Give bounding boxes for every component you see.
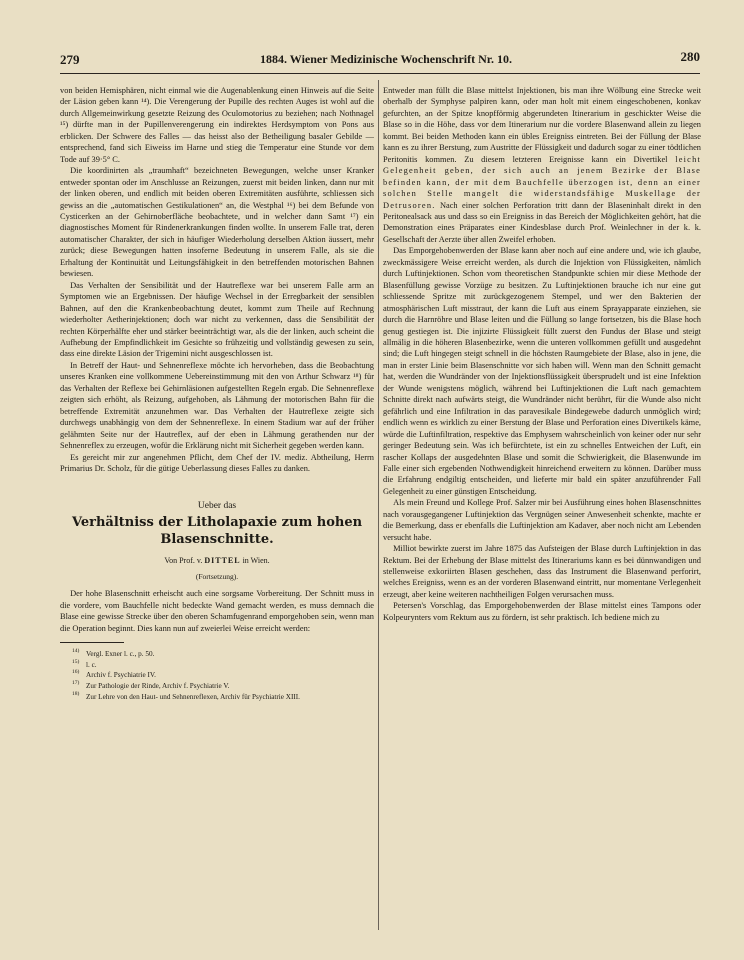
paragraph: von beiden Hemisphären, nicht einmal wie die Augenablenkung einen Hinweis auf die Seite der Läsion geben kann ¹⁴). Die Verengerung der Pupille des rechten Auges ist wohl auf die durch Allgemeinwirkung gesetzte Reizung des Oculomotorius zu beziehen; nach Nothnagel ¹⁵) dürfte man in der Pupillenverengerung ein indirektes Herdsymptom von Pons aus erblicken. Der Schwere des Falles — das heisst also der Betheiligung basaler Gebilde — entsprechend, fand sich Eiweiss im Harne und stieg die Temperatur eine Stunde vor dem Tode auf 39·5° C. — [60, 86, 374, 164]
author-name: DITTEL — [204, 556, 241, 566]
footnote — [60, 670, 374, 681]
article-title-line-1: Verhältniss der Litholapaxie zum hohen — [71, 515, 363, 531]
footnote — [60, 681, 374, 692]
footnote-text: Archiv f. Psychiatrie IV. — [86, 671, 156, 680]
header-rule — [60, 73, 700, 74]
author-prefix: Von Prof. v. — [164, 556, 203, 566]
paragraph: Es gereicht mir zur angenehmen Pflicht, dem Chef der IV. mediz. Abtheilung, Herrn Primarius Dr. Scholz, für die gütige Ueberlassung dieses Falles zu danken. — [60, 452, 374, 473]
footnote — [60, 692, 374, 703]
paragraph — [383, 85, 701, 245]
footnote-text: l. c. — [86, 660, 97, 669]
footnote-rule — [60, 642, 124, 643]
spaced-text: leicht Gelegenheit geben, der sich auch an jenem Bezirke der Blase befinden kann, der mit dem Bauchfelle überzogen ist, denn an einer solchen Stelle mangelt die widerstandsfähige Muskellage der Detrusoren. — [383, 154, 701, 210]
article-pretitle: Ueber das — [197, 501, 237, 512]
footnote — [60, 649, 374, 660]
journal-title: 1884. Wiener Medizinische Wochenschrift Nr. 10. — [260, 52, 512, 66]
footnote-text: Vergl. Exner l. c., p. 50. — [86, 650, 155, 659]
footnote-text: Zur Pathologie der Rinde, Archiv f. Psychiatrie V. — [86, 681, 230, 690]
paragraph: Die koordinirten als „traumhaft“ bezeichneten Bewegungen, welche unser Kranker entweder spontan oder im Anschlusse an Reizungen, zuerst mit beiden linken, dann nur mit der linken oberen, und endlich mit beiden oberen Extremitäten ausführte, schliessen sich gewiss an die „automatischen Gestikulationen“ an, die Westphal ¹⁶) bei dem Befunde von Cysticerken an der Gehirnoberfläche beobachtete, und in welcher dann Samt ¹⁷) ein diagnostisches Moment für Rindenerkrankungen finden wollte. In unserem Falle trat, deren automatischer Charakter, der sich in häufiger Wiederholung derselben Aktion äussert, mehr zurück; diese Bewegungen hatten insoferne Bedeutung in unserem Falle, als sie die Erhaltung der Kontinuität und Leitungsfähigkeit in den betreffenden motorischen Bahnen bewiesen. — [60, 166, 374, 279]
paragraph-part: Entweder man füllt die Blase mittelst Injektionen, bis man ihre Wölbung eine Strecke weit oberhalb der Symphyse palpiren kann, oder man holt mit einem eingeschobenen, konkav gefurchten, an der Spitze knopfförmig abgerundeten Itinerarium in geschickter Weise die Blase so in die Höhe, dass vor dem Itinerarium nur die vordere Blasenwand allein zu liegen kommt. Bei beiden Methoden kann ein übles Ereigniss eintreten. Bei der Füllung der Blase kann es zu ihrer Berstung, zum Austritte der Flüssigkeit und dadurch sogar zu einer tödtlichen Peritonitis kommen. Zu diesem letzteren Ereignisse kann ein Divertikel — [383, 86, 701, 164]
paragraph-part: Nach einer solchen Perforation tritt dann der Blaseninhalt direkt in den Peritonealsack aus und dass so ein Ereigniss in das Bereich der Möglichkeiten gehört, hat die Demonstration eines Präparates einer Kindesblase durch Prof. Weinlechner in der k. k. Gesellschaft der Aerzte über allen Zweifel erhoben. — [383, 200, 701, 244]
footnote-number: 14) — [72, 648, 80, 655]
paragraph: Das Emporgehobenwerden der Blase kann aber noch auf eine andere und, wie ich glaube, zweckmässigere Weise erreicht werden, als durch die Injektion von Flüssigkeiten, nämlich durch Luftinjektionen. Schon vom theoretischen Standpunkte schien mir diese Methode der Blasenfüllung gewisse Vorzüge zu besitzen. Zu Luftinjektionen brauche ich nur eine gut schliessende Spritze mit zurückgezogenem Stempel, und wer den Bakterien der atmosphärischen Luft misstraut, der kann die Luft aus einem Sprayapparate einziehen, sie durch die Harnröhre und Blase leiten und die Füllung so lange fortsetzen, bis die Blase hoch genug gestiegen ist. Die injizirte Flüssigkeit füllt zuerst den Fundus der Blase und steigt allmälig in die höheren Blasenbezirke, wenn die unteren vollkommen gefüllt und ausgedehnt sind; die Luft hingegen steigt schnell in die höchsten Raumgebiete der Blase, also in jene, die man in erster Linie beim Blasenschnitte vor sich haben will. Wenn man den Schnitt gemacht hat, werden die Wundränder von der Injektionsflüssigkeit übersprudelt und ist eine Infektion der Wunde wenigstens möglich, während bei Luftinjektionen die Luft nach gemachtem Schnitte direkt nach aufwärts steigt, die Wundränder nicht berührt, für die Wunde also nicht gefährlich und eine Infiltration in das paravesikale Bindegewebe dadurch unmöglich wird; endlich wenn es wirklich zu einer Berstung der Blase und Perforation eines Divertikels käme, würde die Luftinfiltration, respektive das Emphysem wahrscheinlich von keiner oder nur sehr geringer Bedeutung sein. Was ich befürchtete, ist ein zu schnelles Entweichen der Luft, ein rascher Kollaps der ausgedehnten Blase und somit die Schwierigkeit, die Blasenwunde im Falle einer sich ergebenden Nothwendigkeit hinreichend erweitern zu können. Darüber muss die Erfahrung endgiltig entscheiden, und lieferte mir bald ein später anzuführender Fall Gelegenheit zu einer günstigen Entscheidung. — [383, 246, 701, 496]
paragraph: Petersen's Vorschlag, das Emporgehobenwerden der Blase mittelst eines Tampons oder Kolpeurynters vom Rektum aus zu fördern, ist sehr praktisch. Ich bediene mich zu — [383, 601, 701, 622]
author-suffix: in Wien. — [242, 556, 270, 566]
article-title-line-2: Blasenschnitte. — [160, 532, 274, 548]
article-continuation: (Fortsetzung). — [195, 571, 239, 581]
page-number-right: 280 — [680, 49, 700, 64]
article-heading — [60, 500, 374, 582]
page-header — [60, 49, 700, 69]
right-column — [383, 85, 701, 955]
footnote-number: 17) — [72, 679, 80, 686]
paragraph: In Betreff der Haut- und Sehnenreflexe möchte ich hervorheben, dass die Beobachtung unseres Kranken eine vollkommene Uebereinstimmung mit den von Arthur Schwarz ¹⁸) für das Verhalten der Reflexe bei Gehirnläsionen aufgestellten Regeln ergab. Die Sehnenreflexe zeigten sich erhöht, als Reizung, aufgehoben, als Lähmung der motorischen Bahn für die betreffende Extremität anzunehmen war. Das Verhalten der Hautreflexe zeigte sich durchwegs unabhängig von dem der Sehnenreflexe. In einem Stadium war auf der früher gelähmten Seite nur der Hautreflex, auf der eben in Lähmung gerathenden nur der Sehnenreflex zu erzeugen, wofür die Erklärung nicht mit Sicherheit gegeben werden kann. — [60, 360, 374, 451]
column-divider — [378, 80, 379, 930]
paragraph: Milliot bewirkte zuerst im Jahre 1875 das Aufsteigen der Blase durch Luftinjektion in das Rektum. Bei der Erhebung der Blase mittelst des Itinerariums kann es bei dünnwandigen und stellenweise exkoriirten Blasen geschehen, dass das Instrument die Blasenwand perforirt, welches Ereigniss, wenn es an der vorderen Blasenwand eintritt, nur momentane Verlegenheit erzeugt, aber keine weiteren nachtheiligen Folgen verursachen muss. — [383, 544, 701, 599]
footnote-text: Zur Lehre von den Haut- und Sehnenreflexen, Archiv für Psychiatrie XIII. — [86, 692, 300, 701]
footnote — [60, 660, 374, 671]
left-column — [60, 85, 374, 925]
page-number-left: 279 — [60, 52, 80, 67]
paragraph: Als mein Freund und Kollege Prof. Salzer mir bei Ausführung eines hohen Blasenschnittes nach vorausgegangener Luftinjektion das Vergnügen seiner Anwesenheit schenkte, machte er die Bemerkung, dass er ebenfalls die Luftinjektion am Kadaver, aber noch nicht am Lebenden versucht habe. — [383, 498, 701, 542]
article-author — [60, 555, 374, 566]
footnote-number: 15) — [72, 658, 80, 665]
paragraph: Das Verhalten der Sensibilität und der Hautreflexe war bei unserem Falle arm an Symptomen wie an Ergebnissen. Der häufige Wechsel in der Erregbarkeit der sensiblen Bahnen, auf den die Krankenbeobachtung deutet, kommt zum Theile auf Rechnung wiederholter Aetherinjektionen; doch war nicht zu verkennen, dass die Sensibilität der rechten Körperhälfte eher und stärker beeinträchtigt war, als die der linken, auch scheint die Aufhebung der Empfindlichkeit im Gesichte so frühzeitig und vollständig gewesen zu sein, dass eine direkte Läsion der Trigemini nicht ausgeschlossen ist. — [60, 280, 374, 359]
footnote-number: 18) — [72, 690, 80, 697]
footnote-number: 16) — [72, 669, 80, 676]
paragraph: Der hohe Blasenschnitt erheischt auch eine sorgsame Vorbereitung. Der Schnitt muss in die vordere, vom Bauchfelle nicht bedeckte Wand gemacht werden, es muss demnach die Blase eine gewisse Strecke über den oberen Schamfugenrand emporgehoben sein, wenn man die Operation beginnt. Dies kann nun auf zweierlei Weise erreicht werden: — [60, 589, 374, 633]
